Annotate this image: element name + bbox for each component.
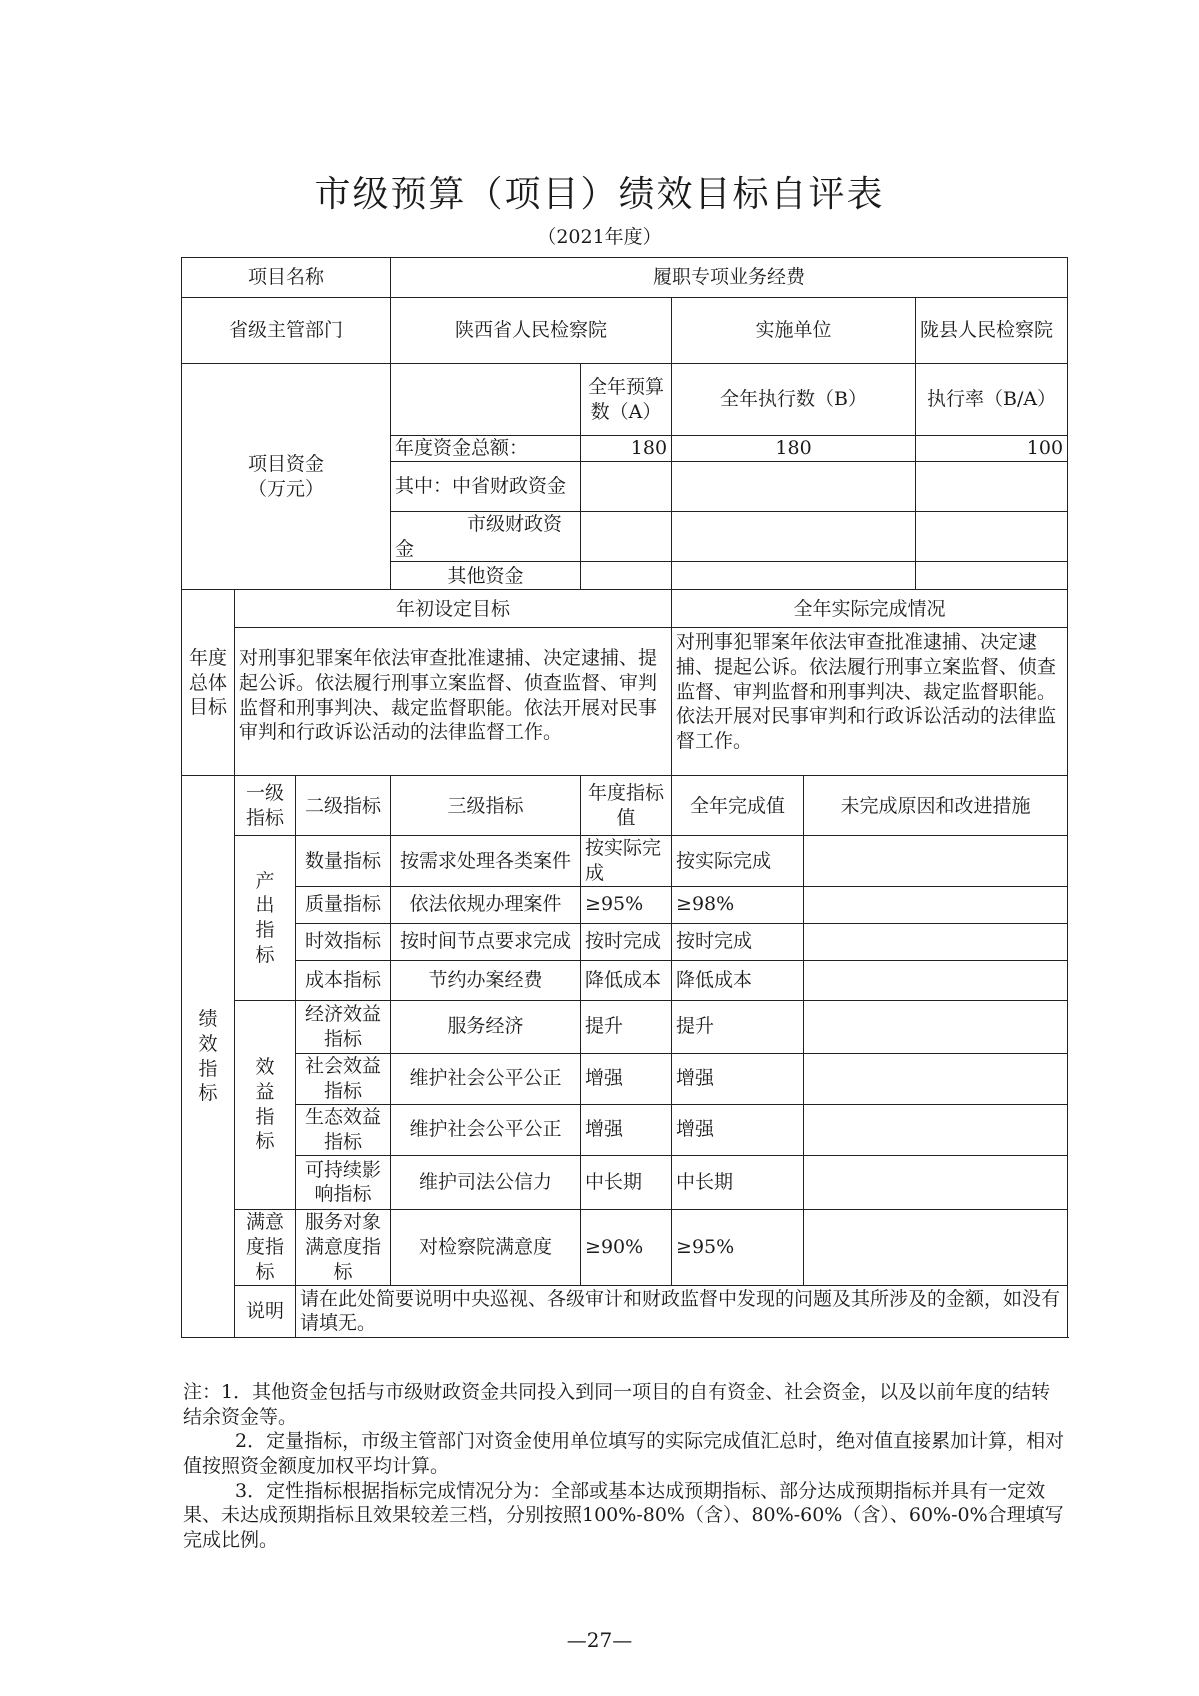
indicator-actual: 增强 (672, 1053, 804, 1104)
indicator-level2: 社会效益指标 (296, 1053, 391, 1104)
header-level2: 二级指标 (296, 776, 391, 836)
indicator-row (182, 1155, 1068, 1209)
indicator-level3: 维护社会公平公正 (391, 1104, 581, 1155)
project-name-row (182, 258, 1068, 298)
indicator-row (182, 1104, 1068, 1155)
indicator-reason (804, 923, 1068, 960)
indicator-reason (804, 1104, 1068, 1155)
funds-row-label: 其中：中省财政资金 (391, 462, 581, 512)
remark-row (182, 1285, 1068, 1337)
indicator-actual: 增强 (672, 1104, 804, 1155)
indicator-row (182, 1053, 1068, 1104)
indicator-level2: 生态效益指标 (296, 1104, 391, 1155)
indicator-level2: 时效指标 (296, 923, 391, 960)
footnote-1: 注：1．其他资金包括与市级财政资金共同投入到同一项目的自有资金、社会资金，以及以前年度的结转结余资金等。 (183, 1381, 1051, 1428)
indicator-reason (804, 1155, 1068, 1209)
goals-header-row (182, 590, 1068, 628)
funds-col-exec: 全年执行数（B） (672, 364, 916, 436)
impl-label: 实施单位 (672, 298, 916, 364)
indicator-actual: 按时完成 (672, 923, 804, 960)
indicator-row (182, 886, 1068, 923)
indicators-side-label: 绩 效 指 标 (182, 776, 235, 1337)
goals-initial-header: 年初设定目标 (235, 590, 672, 628)
funds-row-budget (581, 462, 672, 512)
indicator-level2: 服务对象满意度指标 (296, 1209, 391, 1285)
indicator-level3: 节约办案经费 (391, 960, 581, 1000)
header-level1: 一级指标 (235, 776, 296, 836)
indicator-row (182, 923, 1068, 960)
remark-text: 请在此处简要说明中央巡视、各级审计和财政监督中发现的问题及其所涉及的金额，如没有请填无。 (296, 1285, 1068, 1337)
group-output-label: 产 出 指 标 (235, 836, 296, 1000)
group-satisfaction-label: 满意 度指 标 (235, 1209, 296, 1285)
indicator-target: ≥90% (581, 1209, 672, 1285)
indicator-actual: 降低成本 (672, 960, 804, 1000)
project-name-label: 项目名称 (182, 258, 391, 298)
funds-col-rate: 执行率（B/A） (916, 364, 1068, 436)
indicator-level2: 经济效益指标 (296, 1000, 391, 1053)
indicator-level3: 依法依规办理案件 (391, 886, 581, 923)
indicator-level3: 维护社会公平公正 (391, 1053, 581, 1104)
funds-row-rate: 100 (916, 436, 1068, 462)
funds-row-exec: 180 (672, 436, 916, 462)
header-reason: 未完成原因和改进措施 (804, 776, 1068, 836)
page-number: —27— (566, 1628, 633, 1652)
goals-side-label: 年度 总体 目标 (182, 590, 235, 776)
indicator-level2: 可持续影响指标 (296, 1155, 391, 1209)
funds-header-blank (391, 364, 581, 436)
footnotes (183, 1380, 1068, 1553)
funds-row-exec (672, 512, 916, 562)
impl-value: 陇县人民检察院 (916, 298, 1068, 364)
indicator-target: 降低成本 (581, 960, 672, 1000)
indicator-level3: 按需求处理各类案件 (391, 836, 581, 886)
funds-row-budget (581, 562, 672, 590)
page-title: 市级预算（项目）绩效目标自评表 (314, 174, 885, 215)
funds-row-label: 其他资金 (391, 562, 581, 590)
indicator-level2: 质量指标 (296, 886, 391, 923)
indicator-reason (804, 1209, 1068, 1285)
indicator-target: 按实际完成 (581, 836, 672, 886)
indicator-target: 按时完成 (581, 923, 672, 960)
funds-row-rate (916, 462, 1068, 512)
funds-label (182, 364, 391, 590)
indicator-actual: 中长期 (672, 1155, 804, 1209)
indicator-row (182, 1000, 1068, 1053)
department-row (182, 298, 1068, 364)
goals-actual-header: 全年实际完成情况 (672, 590, 1068, 628)
page-subtitle: （2021年度） (537, 226, 662, 248)
indicator-row (182, 836, 1068, 886)
indicator-reason (804, 1000, 1068, 1053)
funds-col-budget: 全年预算数（A） (581, 364, 672, 436)
funds-row-exec (672, 562, 916, 590)
dept-label: 省级主管部门 (182, 298, 391, 364)
indicator-reason (804, 886, 1068, 923)
indicator-target: 增强 (581, 1053, 672, 1104)
indicator-level3: 按时间节点要求完成 (391, 923, 581, 960)
funds-label-line2: （万元） (248, 477, 325, 500)
dept-value: 陕西省人民检察院 (391, 298, 672, 364)
indicator-row (182, 1209, 1068, 1285)
funds-row-label: 市级财政资金 (391, 512, 581, 562)
indicator-actual: 按实际完成 (672, 836, 804, 886)
group-benefit-label: 效 益 指 标 (235, 1000, 296, 1209)
indicator-target: ≥95% (581, 886, 672, 923)
indicator-level2: 数量指标 (296, 836, 391, 886)
indicator-level2: 成本指标 (296, 960, 391, 1000)
funds-row-rate (916, 562, 1068, 590)
header-actual: 全年完成值 (672, 776, 804, 836)
funds-label-line1: 项目资金 (248, 453, 325, 475)
funds-row-exec (672, 462, 916, 512)
indicator-level3: 服务经济 (391, 1000, 581, 1053)
indicator-actual: ≥95% (672, 1209, 804, 1285)
indicators-header-row (182, 776, 1068, 836)
funds-row-label: 年度资金总额： (391, 436, 581, 462)
header-level3: 三级指标 (391, 776, 581, 836)
evaluation-table (181, 257, 1068, 1338)
project-name-value: 履职专项业务经费 (391, 258, 1068, 298)
funds-row-rate (916, 512, 1068, 562)
indicator-target: 增强 (581, 1104, 672, 1155)
indicator-actual: ≥98% (672, 886, 804, 923)
indicator-reason (804, 1053, 1068, 1104)
funds-header-row (182, 364, 1068, 436)
indicator-level3: 维护司法公信力 (391, 1155, 581, 1209)
footnote-3: 3．定性指标根据指标完成情况分为：全部或基本达成预期指标、部分达成预期指标并具有一定效果、未达成预期指标且效果较差三档，分别按照100%-80%（含）、80%-60%（含）、60%-0%合理填写完成比例。 (183, 1479, 1064, 1552)
funds-row-budget: 180 (581, 436, 672, 462)
indicator-level3: 对检察院满意度 (391, 1209, 581, 1285)
funds-row-budget (581, 512, 672, 562)
indicator-reason (804, 960, 1068, 1000)
indicator-reason (804, 836, 1068, 886)
indicator-target: 提升 (581, 1000, 672, 1053)
goals-actual-text: 对刑事犯罪案年依法审查批准逮捕、决定逮捕、提起公诉。依法履行刑事立案监督、侦查监督、审判监督和刑事判决、裁定监督职能。依法开展对民事审判和行政诉讼活动的法律监督工作。 (672, 628, 1068, 776)
footnote-2: 2．定量指标，市级主管部门对资金使用单位填写的实际完成值汇总时，绝对值直接累加计算，相对值按照资金额度加权平均计算。 (183, 1430, 1065, 1478)
goals-content-row (182, 628, 1068, 776)
indicator-actual: 提升 (672, 1000, 804, 1053)
indicator-row (182, 960, 1068, 1000)
header-target: 年度指标值 (581, 776, 672, 836)
goals-initial-text: 对刑事犯罪案年依法审查批准逮捕、决定逮捕、提起公诉。依法履行刑事立案监督、侦查监督、审判监督和刑事判决、裁定监督职能。依法开展对民事审判和行政诉讼活动的法律监督工作。 (235, 628, 672, 776)
remark-label: 说明 (235, 1285, 296, 1337)
indicator-target: 中长期 (581, 1155, 672, 1209)
